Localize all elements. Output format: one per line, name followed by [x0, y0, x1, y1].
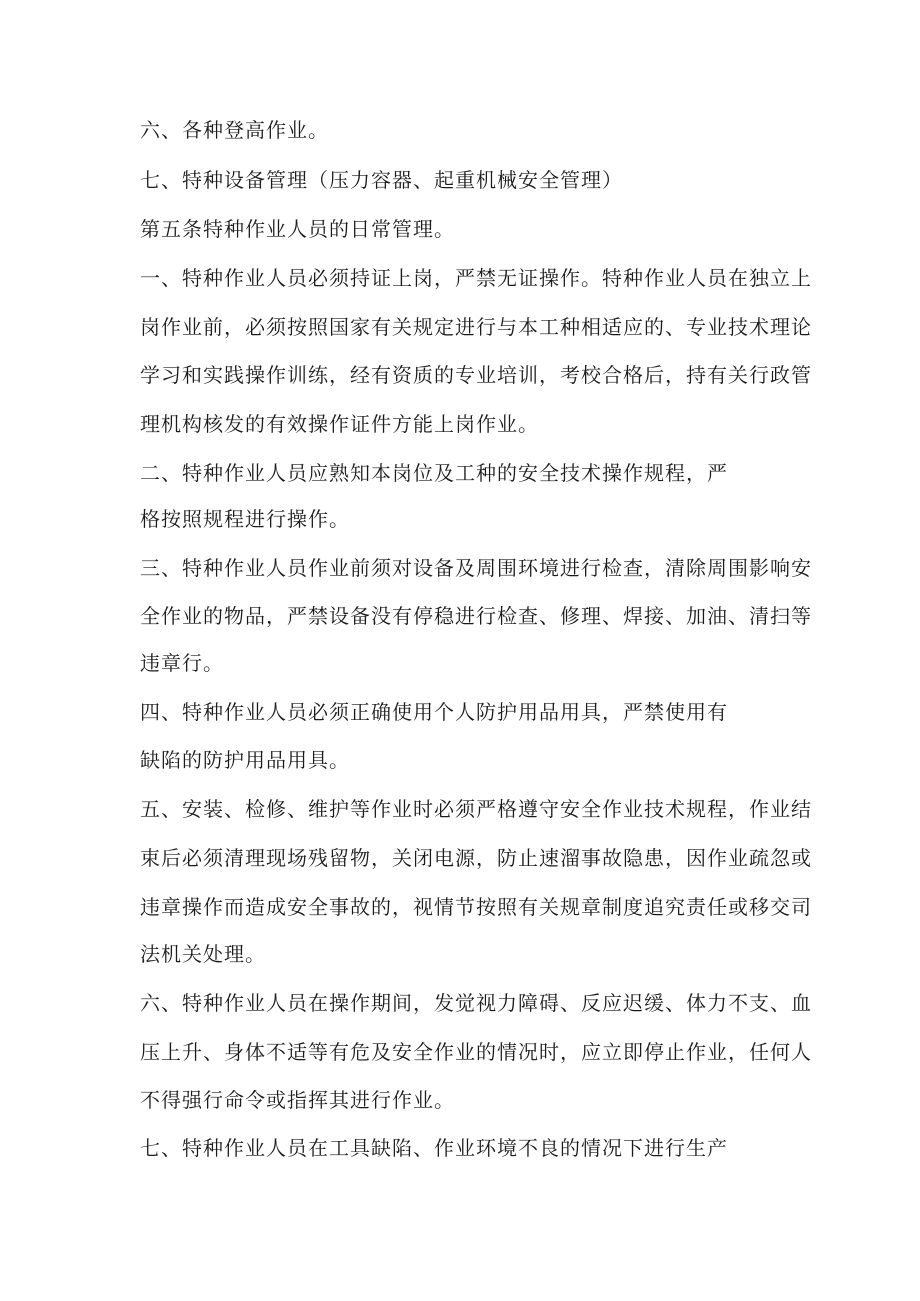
text-line: 学习和实践操作训练，经有资质的专业培训，考校合格后，持有关行政管 [140, 363, 812, 387]
text-line: 一、特种作业人员必须持证上岗，严禁无证操作。特种作业人员在独立上 [140, 266, 812, 290]
text-line: 第五条特种作业人员的日常管理。 [140, 217, 455, 241]
text-line: 不得强行命令或指挥其进行作业。 [140, 1088, 455, 1112]
text-line: 压上升、身体不适等有危及安全作业的情况时，应立即停止作业，任何人 [140, 1040, 812, 1064]
text-line: 六、各种登高作业。 [140, 118, 329, 142]
text-line: 违章操作而造成安全事故的，视情节按照有关规章制度追究责任或移交司 [140, 895, 812, 919]
text-line: 法机关处理。 [140, 942, 266, 966]
text-line: 全作业的物品，严禁设备没有停稳进行检查、修理、焊接、加油、清扫等 [140, 604, 812, 628]
text-line: 违章行。 [140, 651, 224, 675]
text-line: 五、安装、检修、维护等作业时必须严格遵守安全作业技术规程，作业结 [140, 797, 812, 821]
text-line: 岗作业前，必须按照国家有关规定进行与本工种相适应的、专业技术理论 [140, 315, 812, 339]
text-line: 六、特种作业人员在操作期间，发觉视力障碍、反应迟缓、体力不支、血 [140, 991, 812, 1015]
text-line: 束后必须清理现场残留物，关闭电源，防止速溜事故隐患，因作业疏忽或 [140, 846, 812, 870]
text-line: 七、特种作业人员在工具缺陷、作业环境不良的情况下进行生产 [140, 1136, 728, 1160]
text-line: 格按照规程进行操作。 [140, 507, 350, 531]
text-line: 缺陷的防护用品用具。 [140, 748, 350, 772]
text-line: 三、特种作业人员作业前须对设备及周围环境进行检查，清除周围影响安 [140, 556, 812, 580]
text-line: 七、特种设备管理（压力容器、起重机械安全管理） [140, 168, 623, 192]
text-line: 四、特种作业人员必须正确使用个人防护用品用具，严禁使用有 [140, 700, 728, 724]
text-line: 二、特种作业人员应熟知本岗位及工种的安全技术操作规程，严 [140, 461, 728, 485]
text-line: 理机构核发的有效操作证件方能上岗作业。 [140, 412, 539, 436]
